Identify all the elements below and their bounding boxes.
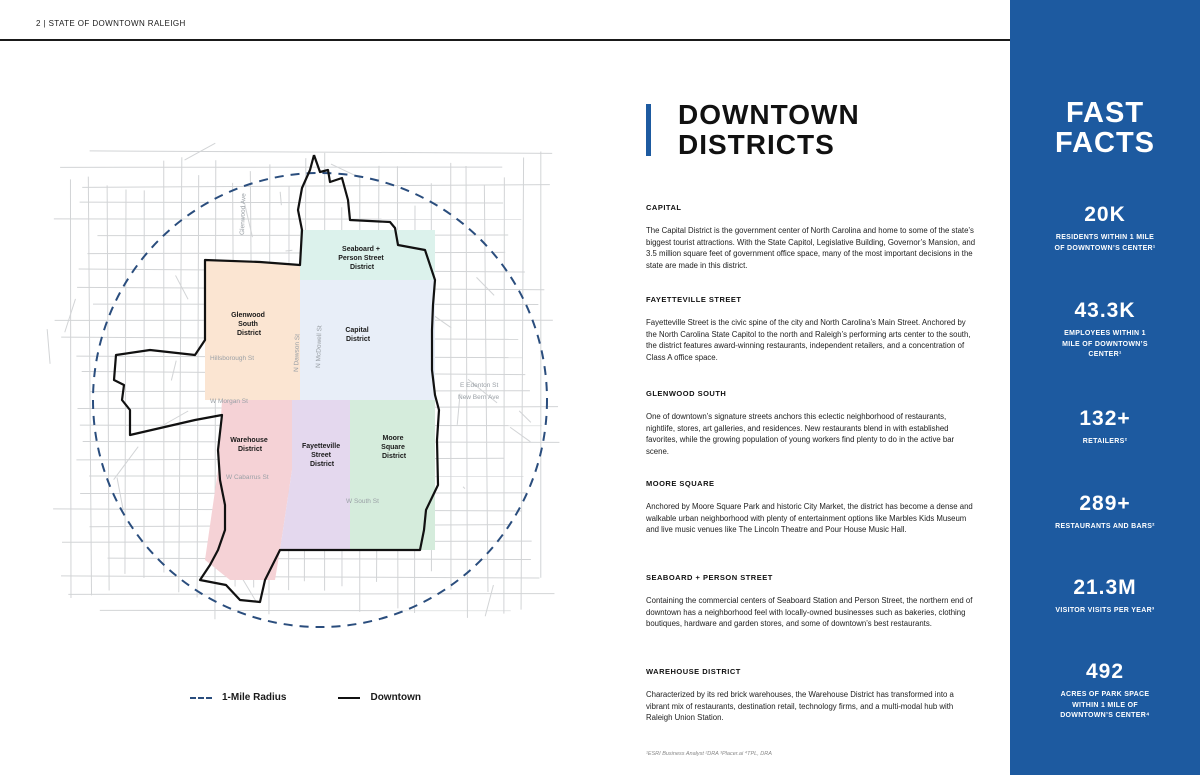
section-body: Containing the commercial centers of Seaboard Station and Person Street, the northern end of downtown has a neighborhood feel with locally-owned businesses such as bakeries, clothing boutiques, hardware and garden stores, and some of downtown’s best restaurants. [646,596,973,629]
street-label: Hillsborough St [210,355,255,362]
map-legend [190,692,473,703]
fact-visitors [1010,576,1200,617]
sidebar-title: FAST FACTS [1054,97,1156,159]
street-line [125,189,126,573]
fast-facts-sidebar [1010,0,1200,775]
fact-label: RESTAURANTS AND BARS² [1055,523,1155,530]
street-line [176,275,189,299]
street-label: N Dawson St [293,333,302,373]
district-map-svg [30,110,570,630]
street-label: W Morgan St [210,398,248,405]
dashed-line-icon [190,697,212,699]
district-label-glenwood: Glenwood South District [231,312,265,337]
district-descriptions [646,203,976,737]
street-line [519,411,531,423]
running-head: 2 | STATE OF DOWNTOWN RALEIGH [36,19,186,28]
title-block [646,100,986,190]
street-label: W South St [346,498,379,505]
street-line [70,179,71,598]
fact-label: EMPLOYEES WITHIN 1 MILE OF DOWNTOWN’S CENTER¹ [1062,330,1148,358]
section-body: Anchored by Moore Square Park and historic City Market, the district has become a dense and walkable urban neighborhood with plenty of entertainment options like Marbles Kids Museum and live music venues like The Lincoln Theatre and Pour House Music Hall. [646,502,973,535]
fact-restaurants [1010,492,1200,533]
legend-radius-label: 1-Mile Radius [222,692,287,703]
fact-park-space [1010,660,1200,722]
district-label-warehouse: Warehouse District [230,437,268,453]
street-line [47,329,50,364]
street-line [197,175,199,597]
district-map [30,110,570,630]
street-line [107,185,109,590]
street-label: E Edenton St [460,382,499,389]
street-line [80,202,503,203]
section-heading: SEABOARD + PERSON STREET [646,573,773,582]
moore-district-area [350,400,435,550]
fact-value: 132+ [1079,407,1131,430]
street-line [510,427,530,442]
section-heading: FAYETTEVILLE STREET [646,295,742,304]
fact-value: 43.3K [1074,299,1136,322]
street-label: Glenwood Ave [239,193,248,236]
section-heading: CAPITAL [646,203,682,212]
fact-label: VISITOR VISITS PER YEAR³ [1055,607,1155,614]
section-glenwood [646,389,976,479]
street-line [286,250,293,251]
fact-employees [1010,299,1200,361]
street-line [466,166,467,618]
section-heading: GLENWOOD SOUTH [646,389,727,398]
district-label-capital: Capital District [345,327,371,343]
title-accent-bar [646,104,651,156]
page-title: DOWNTOWN DISTRICTS [678,99,860,160]
fact-value: 492 [1085,660,1125,683]
street-line [82,185,550,188]
street-line [521,158,524,610]
street-line [485,585,493,616]
section-capital [646,203,976,295]
fact-label: RETAILERS² [1082,438,1128,445]
legend-radius [190,692,286,703]
fact-retailers [1010,407,1200,448]
section-moore-square [646,479,976,573]
page-header [0,0,1010,41]
street-line [68,594,554,595]
section-body: One of downtown’s signature streets anchors this eclectic neighborhood of restaurants, nightlife, stores, art galleries, and residences. New restaurants blend in with established favorites, while the growing population of young workers find plenty to do in the active bar scene. [646,412,955,456]
fact-value: 21.3M [1073,576,1137,599]
section-body: The Capital District is the government center of North Carolina and home to some of the state’s biggest tourist attractions. With the State Capitol, Legislative Building, Governor’s Mansion, and 3.5 million square feet of government office space, many of the most important decisions in the state are made in this district. [646,226,976,270]
street-line [463,487,465,489]
section-fayetteville [646,295,976,389]
fact-value: 289+ [1079,492,1131,515]
section-heading: WAREHOUSE DISTRICT [646,667,741,676]
street-line [171,361,176,381]
fact-residents [1010,203,1200,254]
fact-label: RESIDENTS WITHIN 1 MILE OF DOWNTOWN’S CENTER¹ [1054,234,1156,252]
legend-downtown-label: Downtown [370,692,422,703]
title-area [646,100,986,190]
street-label: W Cabarrus St [226,474,269,481]
street-line [90,151,553,153]
street-line [280,192,281,205]
district-label-moore: Moore Square District [381,435,407,460]
section-body: Characterized by its red brick warehouses, the Warehouse District has transformed into a vibrant mix of restaurants, destination retail, technology firms, and a multi-modal hub with Raleigh Union Station. [646,690,954,723]
street-label: N McDowell St [315,325,324,369]
street-line [88,177,91,596]
footnote: ¹ESRI Business Analyst ²DRA ³Placer.ai ⁴TPL, DRA [646,751,772,757]
fact-value: 20K [1084,203,1126,226]
fact-label: ACRES OF PARK SPACE WITHIN 1 MILE OF DOWNTOWN’S CENTER⁴ [1060,691,1150,719]
section-seaboard [646,573,976,667]
section-warehouse [646,667,976,737]
district-label-seaboard: Seaboard + Person Street District [338,246,384,271]
street-label: New Bern Ave [458,394,500,401]
street-line [114,447,139,480]
section-heading: MOORE SQUARE [646,479,715,488]
street-line [87,252,505,253]
district-label-fayetteville: Fayetteville Street District [301,443,341,468]
solid-line-icon [338,697,360,699]
legend-downtown [338,692,421,703]
section-body: Fayetteville Street is the civic spine of the city and North Carolina’s Main Street. Anchored by the North Carolina State Capitol to the north and Raleigh’s performing arts center to the south, the district features award-winning restaurants, independent retailers, and a concentration of Class A office space. [646,318,971,362]
